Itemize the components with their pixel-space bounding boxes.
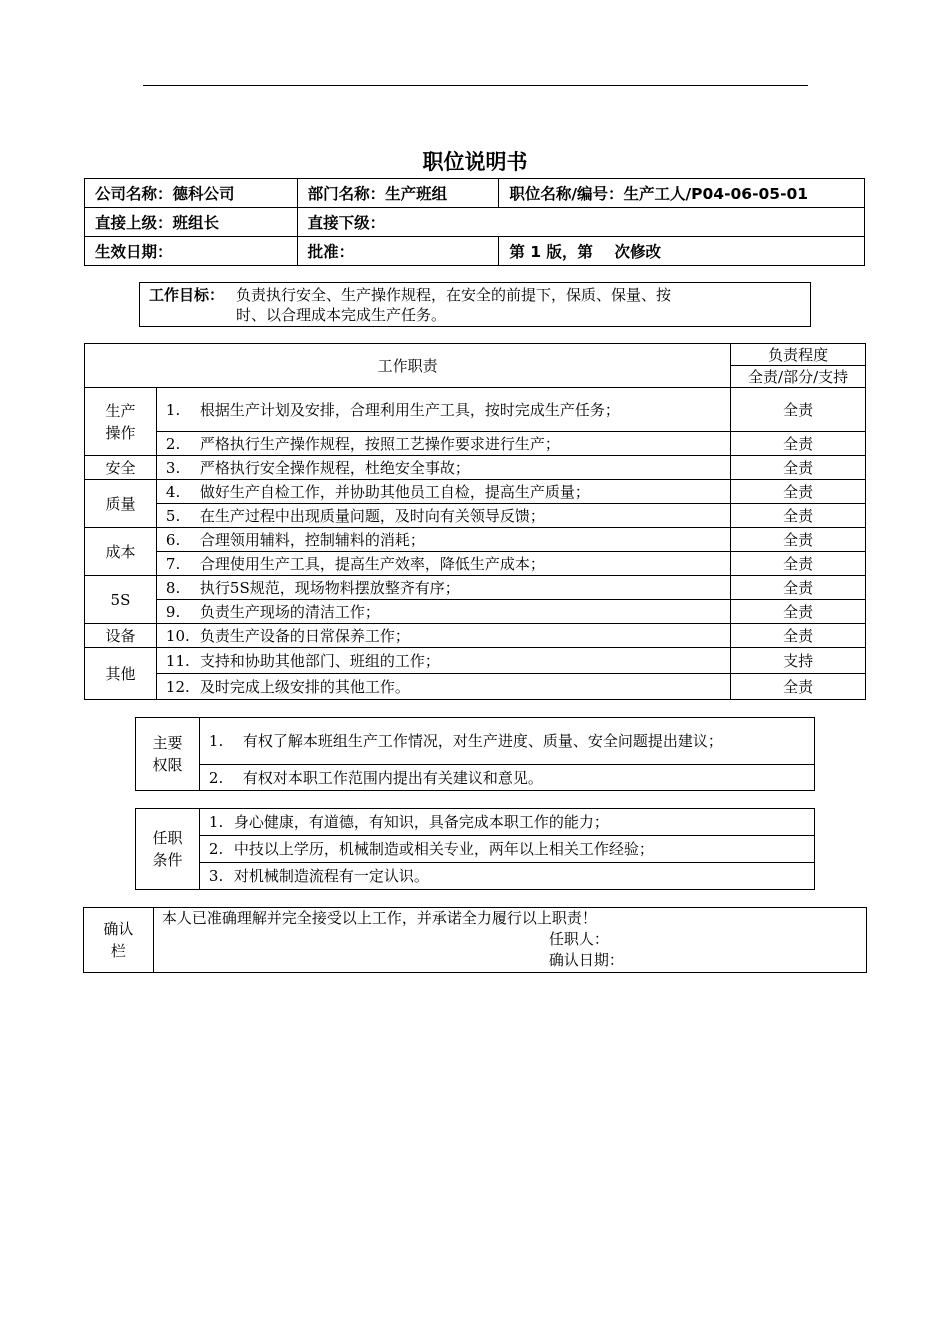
duty-item — [156, 552, 730, 576]
duty-item — [156, 388, 730, 432]
requirement-item-number: 3. — [208, 867, 224, 885]
duty-item-number: 2. — [165, 434, 181, 453]
duty-category: 生产 操作 — [85, 388, 157, 456]
duty-item-number: 3. — [165, 458, 181, 477]
work-goal-line1: 负责执行安全、生产操作规程，在安全的前提下，保质、保量、按 — [236, 286, 672, 304]
duty-category: 其他 — [85, 648, 157, 700]
duty-item-text: 执行5S规范，现场物料摆放整齐有序； — [199, 578, 460, 597]
duty-item-number: 1. — [165, 400, 181, 419]
duty-item-text: 根据生产计划及安排，合理利用生产工具，按时完成生产任务； — [199, 400, 620, 419]
requirements-table — [135, 808, 815, 890]
rights-table — [135, 717, 815, 791]
requirement-item — [199, 863, 814, 890]
duties-table — [84, 343, 866, 700]
right-item-text: 有权对本职工作范围内提出有关建议和意见。 — [242, 768, 543, 787]
confirm-date-label: 确认日期： — [548, 951, 624, 969]
requirement-item-text: 对机械制造流程有一定认识。 — [233, 867, 429, 885]
direct-subordinate: 直接下级： — [297, 208, 864, 237]
duty-category: 设备 — [85, 624, 157, 648]
duty-item — [156, 432, 730, 456]
duty-item-text: 合理领用辅料，控制辅料的消耗； — [199, 530, 425, 549]
duty-item — [156, 480, 730, 504]
duty-item-text: 在生产过程中出现质量问题，及时向有关领导反馈； — [199, 506, 545, 525]
work-goal-line2: 时、以合理成本完成生产任务。 — [236, 306, 447, 324]
duty-column-header: 工作职责 — [85, 344, 731, 388]
duty-item-number: 7. — [165, 554, 181, 573]
duty-item-text: 负责生产现场的清洁工作； — [199, 602, 380, 621]
duty-category: 质量 — [85, 480, 157, 528]
duty-level: 全责 — [731, 600, 866, 624]
duty-item-number: 6. — [165, 530, 181, 549]
duty-item — [156, 674, 730, 700]
duty-level: 全责 — [731, 388, 866, 432]
duty-item — [156, 504, 730, 528]
level-column-subheader: 全责/部分/支持 — [731, 366, 866, 388]
duty-category: 5S — [85, 576, 157, 624]
duty-level: 全责 — [731, 674, 866, 700]
direct-superior: 直接上级：班组长 — [85, 208, 298, 237]
duty-item-number: 8. — [165, 578, 181, 597]
duty-item-number: 5. — [165, 506, 181, 525]
position-name: 职位名称/编号：生产工人/P04-06-05-01 — [499, 179, 865, 208]
duty-item — [156, 648, 730, 674]
version-info: 第 1 版，第 次修改 — [499, 237, 865, 266]
duty-item-number: 12. — [165, 677, 190, 696]
duty-item-text: 合理使用生产工具，提高生产效率，降低生产成本； — [199, 554, 545, 573]
duty-level: 全责 — [731, 552, 866, 576]
duty-item-number: 9. — [165, 602, 181, 621]
requirement-item-number: 2. — [208, 840, 224, 858]
confirm-label: 确认 栏 — [84, 908, 154, 973]
level-column-header: 负责程度 — [731, 344, 866, 366]
page-title: 职位说明书 — [422, 150, 528, 174]
duty-level: 全责 — [731, 456, 866, 480]
duty-item — [156, 456, 730, 480]
header-rule — [143, 85, 808, 86]
job-holder-label: 任职人： — [548, 930, 609, 948]
duty-item-text: 负责生产设备的日常保养工作； — [199, 626, 410, 645]
company-name: 公司名称：德科公司 — [85, 179, 298, 208]
duty-level: 全责 — [731, 432, 866, 456]
duty-level: 全责 — [731, 528, 866, 552]
right-item-text: 有权了解本班组生产工作情况，对生产进度、质量、安全问题提出建议； — [242, 732, 723, 750]
duty-item — [156, 624, 730, 648]
confirm-statement: 本人已准确理解并完全接受以上工作，并承诺全力履行以上职责！ — [161, 909, 597, 927]
header-info-table — [84, 178, 865, 266]
duty-item-text: 支持和协助其他部门、班组的工作； — [199, 651, 440, 670]
confirm-table — [83, 907, 867, 973]
requirement-item — [199, 836, 814, 863]
requirement-item — [199, 809, 814, 836]
duty-item-number: 10. — [165, 626, 190, 645]
duty-item-number: 11. — [165, 651, 190, 670]
duty-category: 安全 — [85, 456, 157, 480]
right-item — [199, 718, 814, 765]
duty-item-text: 严格执行安全操作规程，杜绝安全事故； — [199, 458, 470, 477]
duty-level: 支持 — [731, 648, 866, 674]
requirement-item-text: 中技以上学历，机械制造或相关专业，两年以上相关工作经验； — [233, 840, 654, 858]
duty-level: 全责 — [731, 480, 866, 504]
approval: 批准： — [297, 237, 499, 266]
duty-item — [156, 600, 730, 624]
work-goal-label: 工作目标： — [149, 286, 225, 304]
requirement-item-text: 身心健康，有道德，有知识，具备完成本职工作的能力； — [233, 813, 609, 831]
requirement-item-number: 1. — [208, 813, 224, 831]
right-item-number: 2. — [208, 768, 224, 787]
right-item — [199, 765, 814, 791]
work-goal — [139, 282, 811, 327]
department-name: 部门名称：生产班组 — [297, 179, 499, 208]
duty-category: 成本 — [85, 528, 157, 576]
duty-item-text: 严格执行生产操作规程，按照工艺操作要求进行生产； — [199, 434, 560, 453]
duty-item-number: 4. — [165, 482, 181, 501]
duty-item — [156, 576, 730, 600]
right-label: 主要 权限 — [136, 718, 200, 791]
duty-level: 全责 — [731, 504, 866, 528]
duty-item-text: 及时完成上级安排的其他工作。 — [199, 677, 410, 696]
duty-item — [156, 528, 730, 552]
right-item-number: 1. — [208, 732, 224, 750]
requirement-label: 任职 条件 — [136, 809, 200, 890]
duty-level: 全责 — [731, 624, 866, 648]
duty-item-text: 做好生产自检工作，并协助其他员工自检，提高生产质量； — [199, 482, 590, 501]
effective-date: 生效日期： — [85, 237, 298, 266]
duty-level: 全责 — [731, 576, 866, 600]
